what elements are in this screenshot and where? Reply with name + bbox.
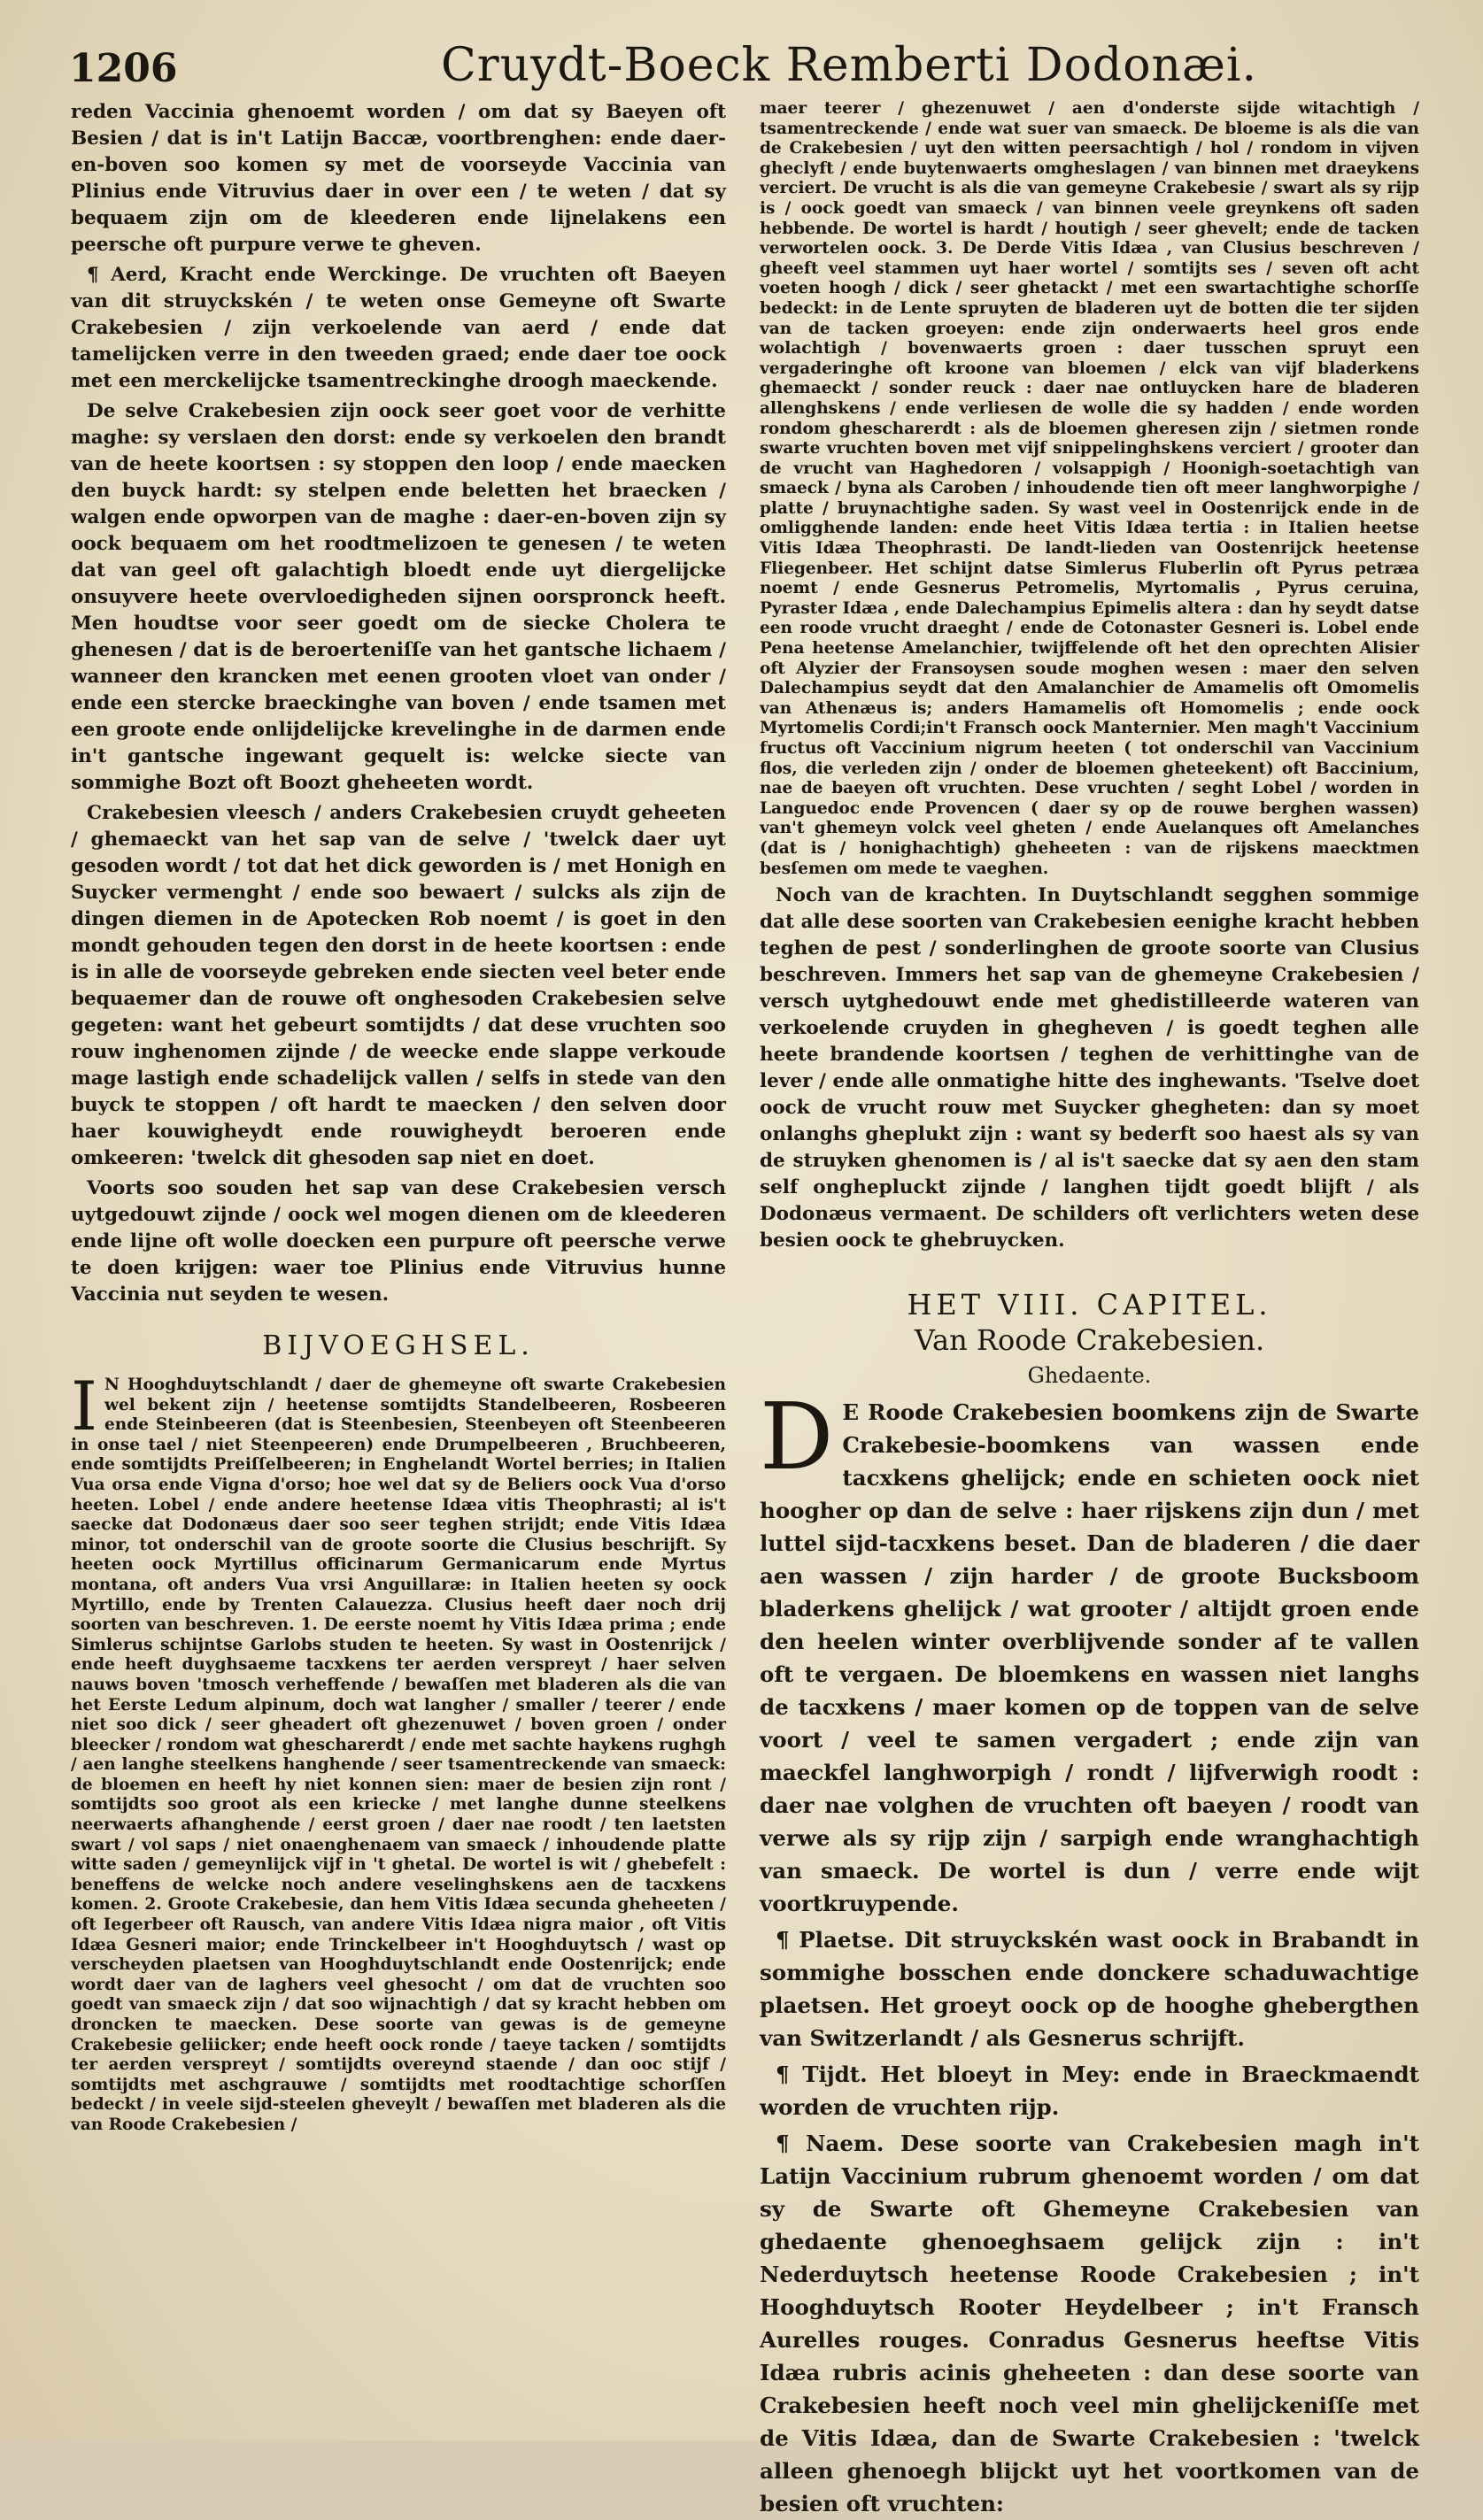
running-title: Cruydt-Boeck Remberti Dodonæi. <box>441 39 1258 92</box>
chapter-subtitle: Van Roode Crakebesien. <box>914 1323 1265 1358</box>
drop-cap: D <box>760 1383 834 1491</box>
paragraph: De selve Crakebesien zijn oock seer goet voor de verhitte maghe: sy verslaen den dorst: ende sy verkoelen den brandt van de heete koortsen : sy stoppen den loop / ende maecken den buyck hardt: sy stelpen ende beletten het braecken / walgen ende opworpen van de maghe : daer-en-boven zijn sy oock bequaem om het roodtmelizoen te genesen / te weten dat van geel oft galachtigh bloedt ende uyt diergelijcke onsuyvere heete overvloedigheden sijnen oorspronck heeft. Men houdtse voor seer goedt om de siecke Cholera te ghenesen / dat is de beroerteniſſe van het gantsche lichaem / wanneer den krancken met eenen grooten vloet van onder / ende een stercke braeckinghe van boven / ende tsamen met een groote ende onlijdelijcke krevelinghe in de darmen ende in't gantsche ingewant gequelt is: welcke siecte van sommighe Bozt oft Boozt gheheeten wordt. <box>71 400 726 794</box>
continued-block <box>760 99 1419 879</box>
paragraph: ¶ Plaetse. Dit struyckskén wast oock in Brabandt in sommighe bosschen ende donckere schaduwachtige plaetsen. Het groeyt oock op de hooghe ghebergthen van Switzerlandt / als Gesnerus schrijft. <box>760 1927 1419 2052</box>
paragraph: reden Vaccinia ghenoemt worden / om dat sy Baeyen oft Besien / dat is in't Latijn Baccæ, voortbrenghen: ende daer-en-boven soo komen sy met de voorseyde Vaccinia van Plinius ende Vitruvius daer in over een / te weten / dat sy bequaem zijn om de kleederen ende lijnelakens een peersche oft purpure verwe te gheven. <box>71 101 726 256</box>
chapter-heading: HET VIII. CAPITEL. <box>907 1288 1272 1322</box>
page-header <box>69 39 1433 101</box>
drop-cap: I <box>71 1367 98 1445</box>
paragraph: ¶ Tijdt. Het bloeyt in Mey: ende in Braeckmaendt worden de vruchten rijp. <box>760 2061 1419 2121</box>
chapter-body <box>760 1383 1419 2520</box>
paragraph: N Hooghduytschlandt / daer de ghemeyne oft swarte Crakebesien wel bekent zijn / heetense somtijdts Standelbeeren, Rosbeeren ende Steinbeeren (dat is Steenbesien, Steenbeyen oft Steenbeeren in onse tael / niet Steenpeeren) ende Drumpelbeeren , Bruchbeeren, ende somtijdts Preiſſelbeeren; in Enghelandt Wortel berries; in Italien Vua orsa ende Vigna d'orso; hoe wel dat sy de Beliers oock Vua d'orso heeten. Lobel / ende andere heetense Idæa vitis Theophrasti; al is't saecke dat Dodonæus daer soo seer teghen strijdt; ende Vitis Idæa minor, tot onderschil van de groote soorte die Clusius beschrijft. Sy heeten oock Myrtillus officinarum Germanicarum ende Myrtus montana, oft anders Vua vrsi Anguillaræ: in Italien heeten sy oock Myrtillo, ende by Trenten Calauezza. Clusius heeft daer noch drij soorten van beschreven. 1. De eerste noemt hy Vitis Idæa prima ; ende Simlerus schijntse Garlobs studen te heeten. Sy wast in Oostenrijck / ende heeft duyghsaeme tacxkens ter aerden verspreyt / haer selven nauws boven 'tmosch verheffende / bewaſſen met bladeren als die van het Eerste Ledum alpinum, doch wat langher / smaller / teerer / ende niet soo dick / seer gheadert oft ghezenuwet / boven groen / onder bleecker / rondom wat ghescharerdt / ende met sachte haykens rughgh / aen langhe steelkens hanghende / seer tsamentreckende van smaeck: de bloemen en heeft hy niet konnen sien: maer de besien zijn ront / somtijdts soo groot als een kriecke / met langhe dunne steelkens neerwaerts afhanghende / eerst groen / daer nae roodt / ten laetsten swart / vol saps / niet onaenghenaem van smaeck / inhoudende platte witte saden / gemeynlijck vijf in 't ghetal. De wortel is wit / ghebefelt : beneffens de welcke noch andere veselinghskens aen de tacxkens komen. 2. Groote Crakebesie, dan hem Vitis Idæa secunda gheheeten / oft Iegerbeer oft Rausch, van andere Vitis Idæa nigra maior , oft Vitis Idæa Gesneri maior; ende Trinckelbeer in't Hooghduytsch / wast op verscheyden plaetsen van Hooghduytschlandt ende Oostenrijck; ende wordt daer van de laghers veel ghesocht / om dat de vruchten soo goedt van smaeck zijn / dat soo wijnachtigh / dat sy kracht hebben om droncken te maecken. Dese soorte van gewas is de gemeyne Crakebesie geliicker; ende heeft oock ronde / taeye tacken / somtijdts ter aerden verspreyt / somtijdts overeynd staende / dan ooc stijf / somtijdts met aschgrauwe / somtijdts met roodtachtige schorſſen bedeckt / in veele sijd-steelen gheveylt / bewaſſen met bladeren als die van Roode Crakebesien / <box>71 1376 726 2134</box>
paragraph: E Roode Crakebesien boomkens zijn de Swarte Crakebesie-boomkens van wassen ende tacxkens ghelijck; ende en schieten oock niet hoogher op dan de selve : haer rijskens zijn dun / met luttel sijd-tacxkens beset. Dan de bladeren / die daer aen wassen / zijn harder / de groote Bucksboom bladerkens ghelijck / wat grooter / altijdt groen ende den heelen winter overblijvende sonder af te vallen oft te vergaen. De bloemkens en wassen niet langhs de tacxkens / maer komen op de toppen van de selve voort / veel te samen vergadert ; ende zijn van maeckfel langhworpigh / rondt / lijfverwigh roodt : daer nae volghen de vruchten oft baeyen / roodt van verwe als sy rijp zijn / sarpigh ende wranghachtigh van smaeck. De wortel is dun / verre ende wijt voortkruypende. <box>760 1399 1419 1917</box>
paragraph: maer teerer / ghezenuwet / aen d'onderste sijde witachtigh / tsamentreckende / ende wat suer van smaeck. De bloeme is als die van de Crakebesien / uyt den witten peersachtigh / hol / rondom in vijven gheclyft / ende buytenwaerts omgheslagen / van binnen met draeykens verciert. De vrucht is als die van gemeyne Crakebesie / swart als sy rijp is / oock goedt van smaeck / van binnen veele greynkens oft saden hebbende. De wortel is hardt / houtigh / seer ghevelt; ende de tacken verwortelen oock. 3. De Derde Vitis Idæa , van Clusius beschreven / gheeft veel stammen uyt haer wortel / somtijts ses / seven oft acht voeten hoogh / dick / seer ghetackt / met een swartachtighe schorſſe bedeckt: in de Lente spruyten de bladeren uyt de botten die ter sijden van de tacken groeyen: ende zijn onderwaerts heel gros ende wolachtigh / bovenwaerts groen : daer tusschen spruyt een vergaderinghe oft kroone van bloemen / elck van vijf bladerkens ghemaeckt / sonder reuck : daer nae ontluycken hare de bladeren allenghskens / ende verliesen de wolle die sy hadden / ende worden rondom ghescharerdt : als de bloemen gheresen zijn / sietmen ronde swarte vruchten boven met vijf snippelinghskens verciert / grooter dan de vrucht van Haghedoren / volsappigh / Hoonigh-soetachtigh van smaeck / byna als Caroben / inhoudende tien oft meer langhworpighe / platte / bruynachtighe saden. Sy wast veel in Oostenrijck ende in de omligghende landen: ende heet Vitis Idæa tertia : in Italien heetse Vitis Idæa Theophrasti. De landt-lieden van Oostenrijck heetense Fliegenbeer. Het schijnt datse Simlerus Fluberlin oft Pyrus petræa noemt / ende Gesnerus Petromelis, Myrtomalis , Pyrus ceruina, Pyraster Idæa , ende Dalechampius Epimelis altera : dan hy seydt datse een roode vrucht draeght / ende de Cotonaster Gesneri is. Lobel ende Pena heetense Amelanchier, twijffelende oft het den oprechten Alisier oft Alyzier der Fransoysen soude moghen wesen : maer den selven Dalechampius seydt dat den Amalanchier de Amamelis oft Omomelis van Athenæus is; anders Hamamelis oft Homomelis ; ende oock Myrtomelis Cordi;in't Fransch oock Manternier. Men magh't Vaccinium fructus oft Vaccinium nigrum heeten ( tot onderschil van Vaccinium flos, die verleden zijn / onder de bloemen gheteekent) oft Baccinium, nae de baeyen oft vruchten. Dese vruchten / seght Lobel / worden in Languedoc ende Provencen ( daer sy op de rouwe berghen wassen) van't ghemeyn volck veel gheten / ende Auelanques oft Amelanches (dat is / honighachtigh) gheheeten : van de rijskens maecktmen besſemen om mede te vaeghen. <box>760 99 1419 878</box>
subsection-heading: Ghedaente. <box>1027 1363 1152 1389</box>
paragraph: Noch van de krachten. In Duytschlandt segghen sommige dat alle dese soorten van Crakebesien eenighe kracht hebben teghen de pest / sonderlinghen de groote soorte van Clusius beschreven. Immers het sap van de ghemeyne Crakebesien / versch uytghedouwt ende met ghedistilleerde wateren van verkoelende cruyden in ghegheven / is goedt teghen alle heete brandende koortsen / teghen de verhittinghe van de lever / ende alle onmatighe hitte des inghewants. 'Tselve doet oock de vrucht rouw met Suycker ghegheten: dan sy moet onlanghs gheplukt zijn : want sy bederft soo haest als sy van de struyken ghenomen is / al is't saecke dat sy aen den stam self onghepluckt zijnde / langhen tijdt goedt blijft / als Dodonæus vermaent. De schilders oft verlichters weten dese besien oock te ghebruycken. <box>760 884 1419 1252</box>
section-heading-bijvoeghsel: BIJVOEGHSEL. <box>262 1330 535 1361</box>
paragraph: Crakebesien vleesch / anders Crakebesien cruydt geheeten / ghemaeckt van het sap van de selve / 'twelck daer uyt gesoden wordt / tot dat het dick geworden is / met Honigh en Suycker vermenght / ende soo bewaert / sulcks als zijn de dingen diemen in de Apotecken Rob noemt / is goet in den mondt gehouden tegen den dorst in de heete koortsen : ende is in alle de voorseyde gebreken ende siecten veel beter ende bequaemer dan de rouwe oft onghesoden Crakebesien selve gegeten: want het gebeurt somtijdts / dat dese vruchten soo rouw inghenomen zijnde / de weecke ende slappe verkoude mage lastigh ende schadelijck vallen / selfs in stede van den buyck te stoppen / oft hardt te maecken / den selven door haer kouwigheydt ende rouwigheydt beroeren ende omkeeren: 'twelck dit ghesoden sap niet en doet. <box>71 802 726 1169</box>
paragraph: Voorts soo souden het sap van dese Crakebesien versch uytgedouwt zijnde / oock wel mogen dienen om de kleederen ende lijne oft wolle doecken een purpure oft peersche verwe te doen krijgen: waer toe Plinius ende Vitruvius hunne Vaccinia nut seyden te wesen. <box>71 1177 726 1306</box>
left-column <box>71 99 726 2405</box>
paragraph: ¶ Aerd, Kracht ende Werckinge. De vruchten oft Baeyen van dit struyckskén / te weten onse Gemeyne oft Swarte Crakebesien / zijn verkoelende van aerd / ende dat tamelijcken verre in den tweeden graed; ende daer toe oock met een merckelijcke tsamentreckinghe droogh maeckende. <box>71 264 726 392</box>
right-column <box>760 99 1419 2517</box>
page-number: 1206 <box>69 46 178 91</box>
appendix-block <box>71 1367 726 2136</box>
paragraph: ¶ Naem. Dese soorte van Crakebesien magh in't Latijn Vaccinium rubrum ghenoemt worden / om dat sy de Swarte oft Ghemeyne Crakebesien van ghedaente ghenoeghsaem gelijck zijn : in't Nederduytsch heetense Roode Crakebesien ; in't Hooghduytsch Rooter Heydelbeer ; in't Fransch Aurelles rouges. Conradus Gesnerus heeftse Vitis Idæa rubris acinis gheheeten : dan dese soorte van Crakebesien heeft noch veel min ghelijckeniſſe met de Vitis Idæa, dan de Swarte Crakebesien : 'twelck alleen ghenoegh blijckt uyt het voortkomen van de besien oft vruchten: <box>760 2131 1419 2517</box>
